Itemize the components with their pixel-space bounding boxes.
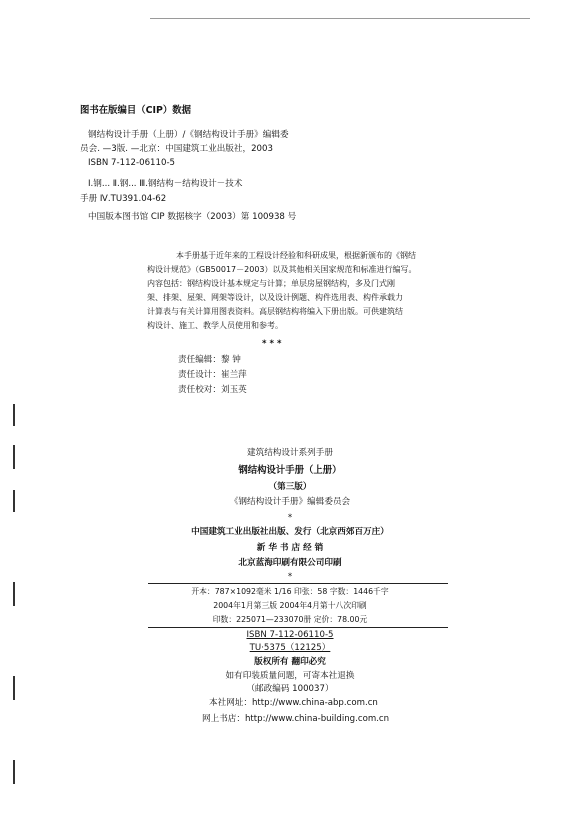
colophon-separator-top — [148, 583, 448, 584]
class-number: TU·5375（12125） — [249, 643, 331, 653]
edition-info: 2004年1月第三版 2004年4月第十八次印刷 — [213, 601, 367, 610]
editorial-committee: 《钢结构设计手册》编辑委员会 — [229, 497, 351, 507]
cip-line-2: 员会. —3版. —北京：中国建筑工业出版社，2003 — [80, 144, 273, 154]
cip-subject-line: Ⅰ.钢... Ⅱ.钢... Ⅲ.钢结构－结构设计－技术 — [88, 179, 243, 189]
colophon-star-2: * — [287, 572, 293, 582]
scan-edge-top — [150, 18, 530, 19]
scan-edge-left-1 — [13, 404, 15, 426]
print-run-price: 印数：225071—233070册 定价：78.00元 — [212, 615, 368, 624]
edition-label: （第三版） — [268, 482, 312, 492]
editor-designer: 责任设计：崔兰萍 — [178, 370, 247, 380]
abstract-line-1: 本手册基于近年来的工程设计经验和科研成果，根据新颁布的《钢结 — [176, 251, 416, 260]
scan-edge-left-6 — [13, 760, 15, 784]
colophon-separator-bottom — [148, 627, 448, 628]
editor-proofreader: 责任校对：刘玉英 — [178, 385, 247, 395]
series-name: 建筑结构设计系列手册 — [247, 448, 333, 458]
cip-line-1: 钢结构设计手册（上册）/《钢结构设计手册》编辑委 — [88, 130, 289, 140]
return-notice: 如有印装质量问题，可寄本社退换 — [225, 671, 355, 681]
distributor-line: 新 华 书 店 经 销 — [256, 543, 324, 553]
cip-subject-line-2: 手册 Ⅳ.TU391.04-62 — [80, 194, 167, 204]
editor-responsible: 责任编辑：黎 钟 — [178, 355, 241, 365]
separator-stars: * * * — [262, 339, 282, 349]
cip-record-no: 中国版本图书馆 CIP 数据核字（2003）第 100938 号 — [88, 212, 297, 222]
abstract-line-5: 计算表与有关计算用图表资料。高层钢结构将编入下册出版。可供建筑结 — [147, 307, 403, 316]
abstract-line-4: 架、排架、屋架、网架等设计，以及设计例题、构件选用表、构件承载力 — [147, 293, 403, 302]
cip-isbn: ISBN 7-112-06110-5 — [88, 158, 176, 168]
publisher-line: 中国建筑工业出版社出版、发行（北京西郊百万庄） — [191, 527, 389, 537]
format-specs: 开本：787×1092毫米 1/16 印张：58 字数：1446千字 — [191, 587, 389, 596]
online-bookstore: 网上书店：http://www.china-building.com.cn — [202, 714, 390, 724]
book-title: 钢结构设计手册（上册） — [238, 465, 342, 476]
printer-line: 北京蓝海印刷有限公司印刷 — [238, 558, 342, 568]
abstract-line-2: 构设计规范》（GB50017－2003）以及其他相关国家规范和标准进行编写。 — [147, 265, 417, 274]
colophon-star-1: * — [287, 513, 293, 523]
postcode: （邮政编码 100037） — [246, 684, 334, 694]
rights-notice: 版权所有 翻印必究 — [254, 657, 326, 667]
colophon-isbn: ISBN 7-112-06110-5 — [246, 630, 334, 640]
publisher-website: 本社网址：http://www.china-abp.com.cn — [209, 698, 378, 708]
cip-heading: 图书在版编目（CIP）数据 — [80, 105, 191, 116]
abstract-line-3: 内容包括：钢结构设计基本规定与计算；单层房屋钢结构，多及门式刚 — [147, 279, 395, 288]
abstract-line-6: 构设计、施工、教学人员使用和参考。 — [147, 321, 283, 330]
